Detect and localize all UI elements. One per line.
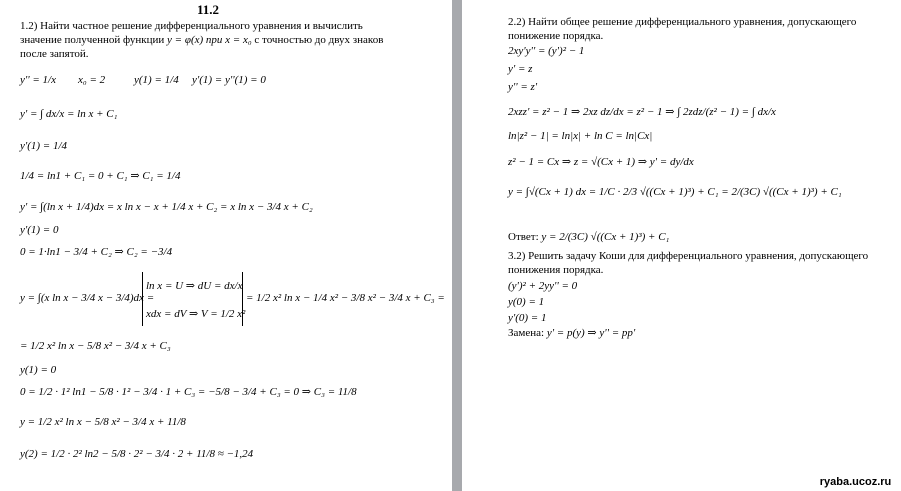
task2-log-result: ln|z² − 1| = ln|x| + ln C = ln|Cx| [508, 130, 653, 142]
task2-text-line1: 2.2) Найти общее решение дифференциального уравнения, допускающего [508, 16, 857, 28]
task2-answer [508, 231, 669, 243]
task2-y-integral: y = ∫√(Cx + 1) dx = 1/C · 2/3 √((Cx + 1)³) + C₁ = 2/(3C) √((Cx + 1)³) + C₁ [508, 186, 842, 198]
substitution-v: xdx = dV ⇒ V = 1/2 x² [146, 308, 246, 320]
step-solution: y = 1/2 x² ln x − 5/8 x² − 3/4 x + 11/8 [20, 416, 186, 428]
task2-substitution-1: y' = z [508, 63, 533, 75]
task1-text-line3: после запятой. [20, 48, 89, 60]
step-integral-1: y' = ∫ dx/x = ln x + C₁ [20, 108, 118, 120]
task3-replacement [508, 327, 635, 339]
step-integral-2: y' = ∫(ln x + 1/4)dx = x ln x − x + 1/4 x + C₂ = x ln x − 3/4 x + C₂ [20, 201, 313, 213]
task3-equation: (y')² + 2yy'' = 0 [508, 280, 578, 292]
right-page [462, 0, 901, 491]
step-initial-1: y'(1) = 1/4 [20, 140, 68, 152]
task3-condition-1: y(0) = 1 [508, 296, 545, 308]
condition-y1: y(1) = 1/4 [134, 74, 179, 86]
step-integration-by-parts: = 1/2 x² ln x − 1/4 x² − 3/8 x² − 3/4 x + C₃ = [246, 292, 445, 304]
substitution-u: ln x = U ⇒ dU = dx/x [146, 280, 243, 292]
page-title: 11.2 [197, 2, 220, 17]
task2-text-line2: понижение порядка. [508, 30, 604, 42]
task2-z-solution: z² − 1 = Cx ⇒ z = √(Cx + 1) ⇒ y' = dy/dx [508, 156, 694, 168]
task1-text-line2: значение полученной функции y = φ(x) при x = x₀ с точностью до двух знаков [20, 34, 384, 46]
task2-substitution-2: y'' = z' [508, 81, 538, 93]
condition-ode: y'' = 1/x [20, 74, 56, 86]
step-c1: 1/4 = ln1 + C₁ = 0 + C₁ ⇒ C₁ = 1/4 [20, 170, 181, 182]
task3-text-line1: 3.2) Решить задачу Коши для дифференциального уравнения, допускающего [508, 250, 869, 262]
condition-x0: x₀ = 2 [78, 74, 106, 86]
watermark: ryaba.ucoz.ru [810, 474, 901, 491]
condition-dy1: y'(1) = y''(1) = 0 [192, 74, 266, 86]
answer-label: Ответ: [508, 231, 539, 243]
substitution-bracket-left [142, 272, 143, 326]
step-simplified: = 1/2 x² ln x − 5/8 x² − 3/4 x + C₃ [20, 340, 171, 352]
replace-formula: y' = p(y) ⇒ y'' = pp' [546, 327, 636, 339]
replace-label: Замена: [508, 327, 545, 339]
page-gutter [452, 0, 462, 491]
step-integral-3: y = ∫(x ln x − 3/4 x − 3/4)dx = [20, 292, 155, 304]
substitution-bracket-right [242, 272, 243, 326]
step-initial-2: y'(1) = 0 [20, 224, 59, 236]
task2-equation: 2xy'y'' = (y')² − 1 [508, 45, 585, 57]
task3-condition-2: y'(0) = 1 [508, 312, 547, 324]
task3-text-line2: понижения порядка. [508, 264, 604, 276]
step-c2: 0 = 1·ln1 − 3/4 + C₂ ⇒ C₂ = −3/4 [20, 246, 173, 258]
answer-formula: y = 2/(3C) √((Cx + 1)³) + C₁ [541, 231, 670, 243]
task2-separation: 2xzz' = z² − 1 ⇒ 2xz dz/dx = z² − 1 ⇒ ∫ 2zdz/(z² − 1) = ∫ dx/x [508, 106, 776, 118]
step-value-at-2: y(2) = 1/2 · 2² ln2 − 5/8 · 2² − 3/4 · 2 + 11/8 ≈ −1,24 [20, 448, 254, 460]
step-initial-3: y(1) = 0 [20, 364, 57, 376]
task1-inline-formula: y = φ(x) при x = x₀ [167, 34, 252, 46]
task1-text-line1: 1.2) Найти частное решение дифференциального уравнения и вычислить [20, 20, 363, 32]
step-c3: 0 = 1/2 · 1² ln1 − 5/8 · 1² − 3/4 · 1 + C₃ = −5/8 − 3/4 + C₃ = 0 ⇒ C₃ = 11/8 [20, 386, 357, 398]
